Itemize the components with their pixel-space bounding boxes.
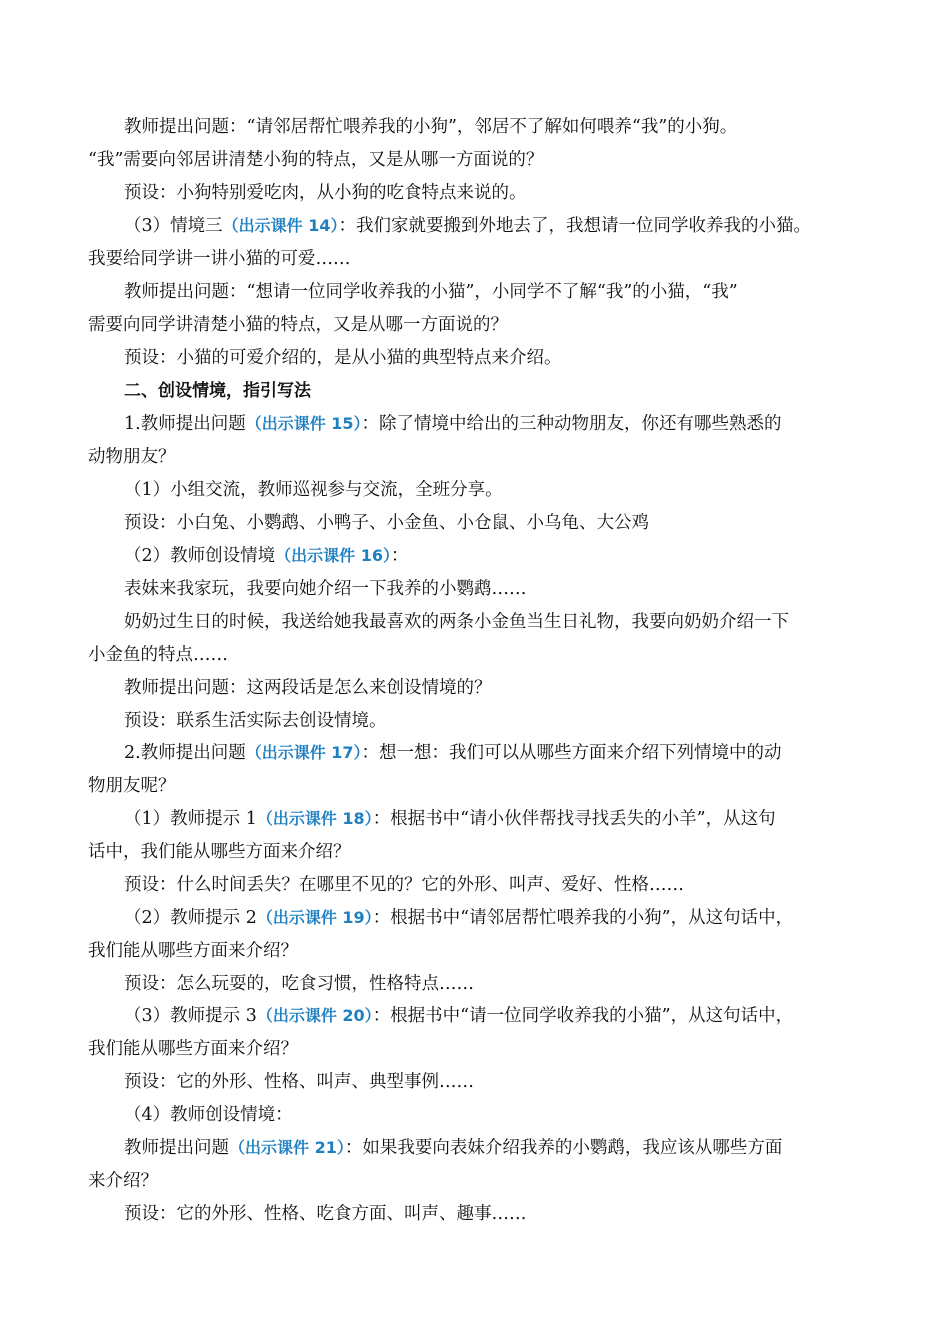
paragraph-line: 教师提出问题：“请邻居帮忙喂养我的小狗”，邻居不了解如何喂养“我”的小狗。 [124,117,738,137]
paragraph-line: （2）教师创设情境（出示课件 16）： [124,546,409,566]
paragraph-line: （2）教师提示 2（出示课件 19）：根据书中“请邻居帮忙喂养我的小狗”，从这句话中， [124,908,794,928]
paragraph-line: 我们能从哪些方面来介绍？ [88,1039,298,1059]
paragraph-line: 物朋友呢？ [88,776,176,796]
paragraph-line: 小金鱼的特点…… [88,645,228,665]
paragraph-line: 我要给同学讲一讲小猫的可爱…… [88,249,351,269]
paragraph-line: 预设：它的外形、性格、叫声、典型事例…… [124,1072,474,1092]
paragraph-line: （3）教师提示 3（出示课件 20）：根据书中“请一位同学收养我的小猫”，从这句话中， [124,1006,794,1026]
paragraph-line: 需要向同学讲清楚小猫的特点，又是从哪一方面说的？ [88,315,508,335]
paragraph-line: （1）小组交流，教师巡视参与交流，全班分享。 [124,480,503,500]
paragraph-line: 2.教师提出问题（出示课件 17）：想一想：我们可以从哪些方面来介绍下列情境中的动 [124,743,782,763]
paragraph-line: 表妹来我家玩，我要向她介绍一下我养的小鹦鹉…… [124,579,527,599]
paragraph-line: 教师提出问题：“想请一位同学收养我的小猫”，小同学不了解“我”的小猫，“我” [124,282,738,302]
paragraph-line: 话中，我们能从哪些方面来介绍？ [88,842,351,862]
paragraph-line: 预设：小狗特别爱吃肉，从小狗的吃食特点来说的。 [124,183,527,203]
courseware-tag: （出示课件 20） [256,1006,373,1025]
courseware-tag: （出示课件 15） [245,414,362,433]
paragraph-line: 奶奶过生日的时候，我送给她我最喜欢的两条小金鱼当生日礼物，我要向奶奶介绍一下 [124,612,789,632]
section-heading: 二、创设情境，指引写法 [124,381,311,401]
courseware-tag: （出示课件 14） [222,216,339,235]
courseware-tag: （出示课件 17） [245,743,362,762]
paragraph-line: 预设：小猫的可爱介绍的，是从小猫的典型特点来介绍。 [124,348,562,368]
paragraph-line: 预设：联系生活实际去创设情境。 [124,711,387,731]
paragraph-line: 教师提出问题（出示课件 21）：如果我要向表妹介绍我养的小鹦鹉，我应该从哪些方面 [124,1138,783,1158]
paragraph-line: （4）教师创设情境： [124,1105,293,1125]
paragraph-line: 预设：怎么玩耍的，吃食习惯，性格特点…… [124,974,474,994]
paragraph-line: “我”需要向邻居讲清楚小狗的特点，又是从哪一方面说的？ [88,150,544,170]
paragraph-line: （3）情境三（出示课件 14）：我们家就要搬到外地去了，我想请一位同学收养我的小猫。 [124,216,811,236]
paragraph-line: 来介绍？ [88,1171,158,1191]
courseware-tag: （出示课件 21） [229,1138,345,1157]
paragraph-line: 预设：它的外形、性格、吃食方面、叫声、趣事…… [124,1204,527,1224]
paragraph-line: 1.教师提出问题（出示课件 15）：除了情境中给出的三种动物朋友，你还有哪些熟悉的 [124,414,782,434]
paragraph-line: 教师提出问题：这两段话是怎么来创设情境的？ [124,678,492,698]
paragraph-line: （1）教师提示 1（出示课件 18）：根据书中“请小伙伴帮找寻找丢失的小羊”，从这句 [124,809,776,829]
courseware-tag: （出示课件 18） [256,809,373,828]
paragraph-line: 我们能从哪些方面来介绍？ [88,941,298,961]
paragraph-line: 动物朋友？ [88,447,176,467]
paragraph-line: 预设：什么时间丢失？在哪里不见的？它的外形、叫声、爱好、性格…… [124,875,684,895]
courseware-tag: （出示课件 19） [256,908,373,927]
paragraph-line: 预设：小白兔、小鹦鹉、小鸭子、小金鱼、小仓鼠、小乌龟、大公鸡 [124,513,649,533]
courseware-tag: （出示课件 16） [275,546,391,565]
